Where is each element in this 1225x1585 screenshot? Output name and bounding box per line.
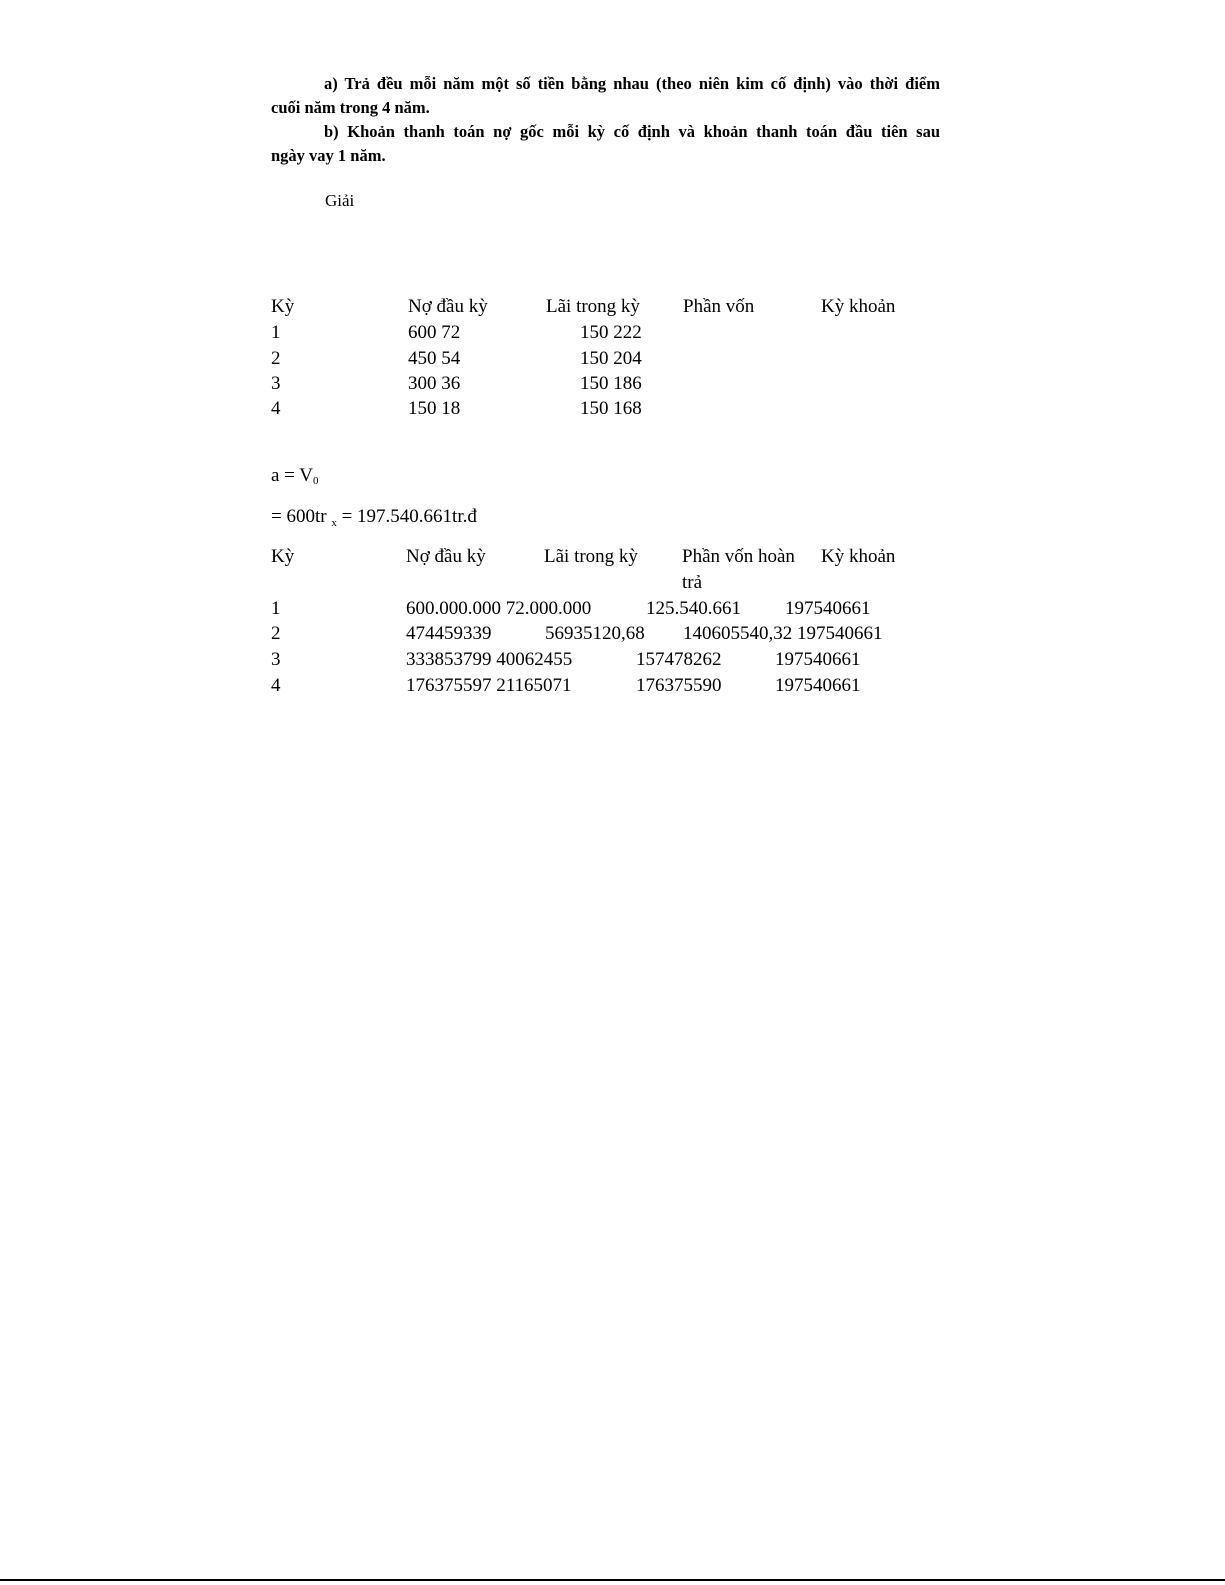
table2-cell: 4: [271, 675, 281, 696]
table2-header-ky: Kỳ: [271, 546, 295, 567]
problem-line-b1: b) Khoản thanh toán nợ gốc mỗi kỳ cố định và khoản thanh toán đầu tiên sau: [324, 122, 940, 141]
table1-cell: 150 222: [580, 322, 642, 343]
table1-header-ky-khoan: Kỳ khoản: [821, 296, 896, 317]
table2-cell: 600.000.000 72.000.000: [406, 598, 592, 619]
solution-label: Giải: [325, 191, 355, 210]
formula-line-2: [271, 506, 477, 534]
formula-line-1: [271, 465, 319, 492]
table1-cell: 150 204: [580, 348, 642, 369]
table2-header-phan-von-hoan: Phần vốn hoàn: [682, 546, 795, 567]
problem-line-b2: ngày vay 1 năm.: [271, 146, 386, 165]
table2-header-ky-khoan: Kỳ khoản: [821, 546, 896, 567]
table2-cell: 56935120,68: [545, 623, 645, 644]
formula-line-2-result: = 197.540.661tr.đ: [341, 506, 477, 527]
table2-header-wrap: trả: [682, 572, 703, 593]
table2-cell: 474459339: [406, 623, 492, 644]
formula-multiply-mark: x: [331, 517, 337, 529]
formula-line-1-text: a = V: [271, 465, 314, 486]
table2-cell: 333853799 40062455: [406, 649, 573, 670]
table2-header-lai-trong-ky: Lãi trong kỳ: [544, 546, 638, 567]
problem-line-a2: cuối năm trong 4 năm.: [271, 98, 430, 117]
formula-subscript-zero: 0: [313, 475, 319, 487]
table1-cell: 4: [271, 398, 281, 419]
table1-header-no-dau-ky: Nợ đầu kỳ: [408, 296, 488, 317]
table1-header-lai-trong-ky: Lãi trong kỳ: [546, 296, 640, 317]
table2-cell: 197540661: [775, 675, 861, 696]
table1-cell: 600 72: [408, 322, 461, 343]
table1-cell: 2: [271, 348, 281, 369]
table2-cell: 2: [271, 623, 281, 644]
table2-cell: 197540661: [785, 598, 871, 619]
table2-cell: 125.540.661: [646, 598, 741, 619]
table1-cell: 3: [271, 373, 281, 394]
table2-cell: 197540661: [775, 649, 861, 670]
table1-header-ky: Kỳ: [271, 296, 295, 317]
page-bottom-border: [0, 1579, 1225, 1581]
table2-cell: 3: [271, 649, 281, 670]
table1-header-phan-von: Phần vốn: [683, 296, 755, 317]
table1-cell: 150 186: [580, 373, 642, 394]
table2-cell: 176375597 21165071: [406, 675, 572, 696]
table1-cell: 450 54: [408, 348, 461, 369]
table2-cell: 140605540,32 197540661: [683, 623, 883, 644]
problem-line-a1: a) Trả đều mỗi năm một số tiền bằng nhau (theo niên kim cố định) vào thời điểm: [324, 74, 940, 93]
table1-cell: 1: [271, 322, 281, 343]
table2-header-no-dau-ky: Nợ đầu kỳ: [406, 546, 486, 567]
table2-cell: 157478262: [636, 649, 722, 670]
table1-cell: 150 168: [580, 398, 642, 419]
formula-line-2-prefix: = 600tr: [271, 506, 327, 527]
table1-cell: 300 36: [408, 373, 461, 394]
table2-cell: 1: [271, 598, 281, 619]
table2-cell: 176375590: [636, 675, 722, 696]
table1-cell: 150 18: [408, 398, 461, 419]
